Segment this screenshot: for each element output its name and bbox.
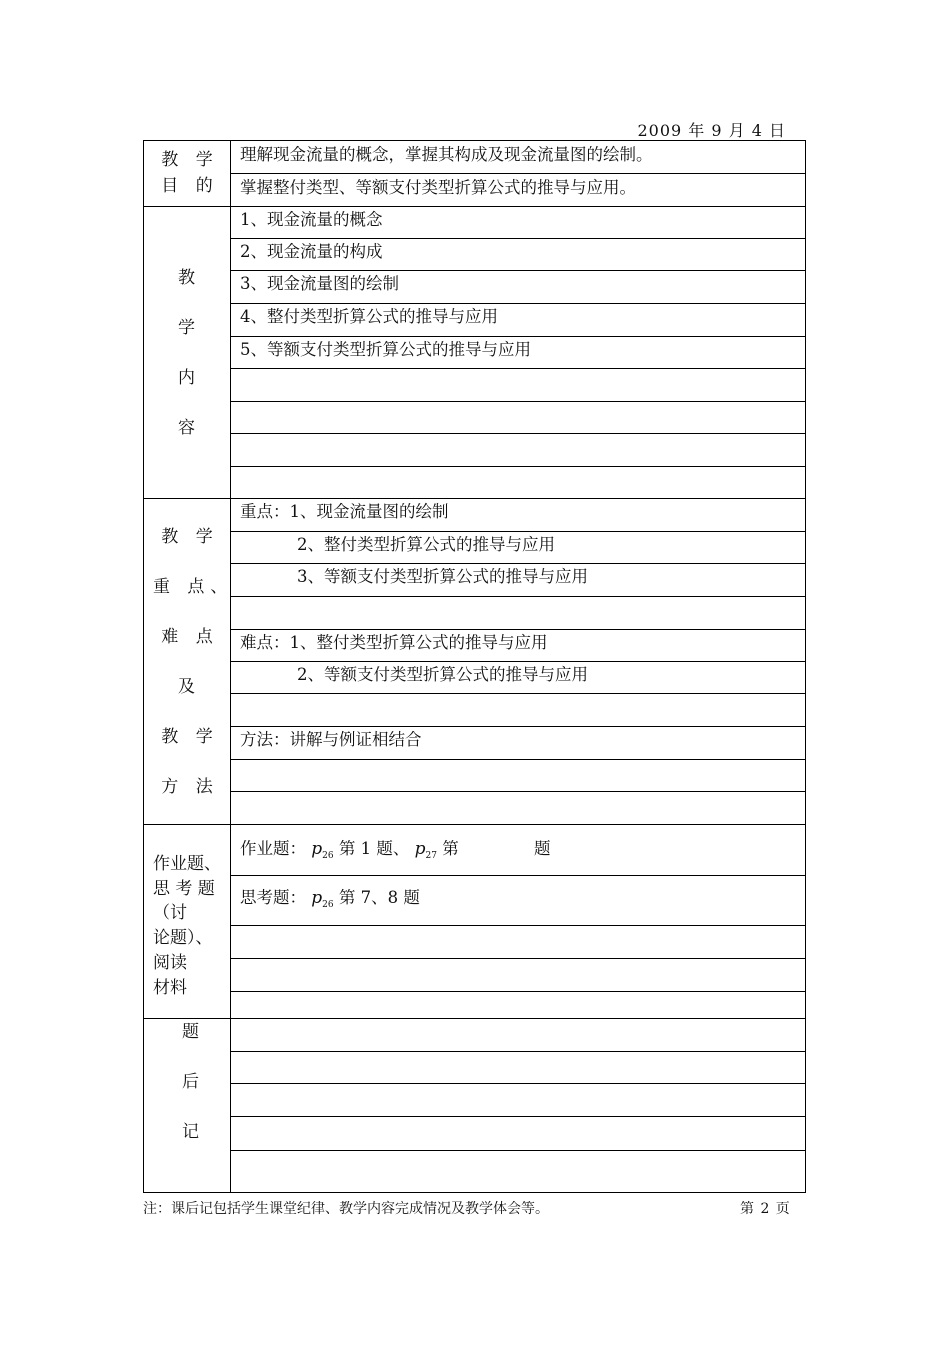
- row-line: [230, 925, 806, 926]
- page-ref: [311, 888, 333, 908]
- label-key-5: 教 学: [161, 727, 219, 747]
- row-line: [230, 759, 806, 760]
- page-var: p: [311, 839, 323, 859]
- row-line: [230, 958, 806, 959]
- label-content-3: 内: [178, 368, 195, 388]
- page-ref: [415, 839, 437, 859]
- objective-row: 掌握整付类型、等额支付类型折算公式的推导与应用。: [240, 178, 636, 197]
- row-line: [230, 1083, 806, 1084]
- content-row: 4、整付类型折算公式的推导与应用: [240, 307, 498, 326]
- section-divider: [143, 206, 806, 207]
- row-line: [230, 531, 806, 532]
- page-sub: 26: [322, 900, 334, 910]
- label-content-4: 容: [178, 418, 195, 438]
- section-divider: [143, 498, 806, 499]
- objective-row: 理解现金流量的概念，掌握其构成及现金流量图的绘制。: [240, 145, 653, 164]
- content-row: 3、现金流量图的绘制: [240, 274, 399, 293]
- page-var: p: [414, 839, 426, 859]
- label-key-2: 重 点、: [153, 577, 234, 597]
- label-postscript-2: 后: [182, 1072, 199, 1092]
- row-line: [230, 1116, 806, 1117]
- row-line: [230, 596, 806, 597]
- row-line: [230, 629, 806, 630]
- row-line: [230, 661, 806, 662]
- label-postscript-3: 记: [182, 1122, 199, 1142]
- content-row: 5、等额支付类型折算公式的推导与应用: [240, 340, 531, 359]
- page-var: p: [311, 888, 323, 908]
- label-content-2: 学: [178, 318, 195, 338]
- row-line: [230, 1051, 806, 1052]
- date-line: 2009 年 9 月 4 日: [637, 121, 786, 140]
- keypoint-row: 重点：1、现金流量图的绘制: [240, 502, 449, 521]
- label-key-1: 教 学: [161, 527, 219, 547]
- content-row: 2、现金流量的构成: [240, 242, 383, 261]
- row-line: [230, 401, 806, 402]
- content-row: 1、现金流量的概念: [240, 210, 383, 229]
- row-line: [230, 791, 806, 792]
- label-objectives-2: 目 的: [161, 176, 219, 196]
- row-line: [230, 563, 806, 564]
- footer-note: 注：课后记包括学生课堂纪律、教学内容完成情况及教学体会等。: [143, 1201, 549, 1217]
- difficulty-row: 难点：1、整付类型折算公式的推导与应用: [240, 633, 548, 652]
- difficulty-row: 2、等额支付类型折算公式的推导与应用: [297, 665, 588, 684]
- method-row: 方法：讲解与例证相结合: [240, 730, 422, 749]
- section-divider: [143, 824, 806, 825]
- row-line: [230, 368, 806, 369]
- row-line: [230, 991, 806, 992]
- row-line: [230, 336, 806, 337]
- row-line: [230, 270, 806, 271]
- row-line: [230, 466, 806, 467]
- keypoint-row: 2、整付类型折算公式的推导与应用: [297, 535, 555, 554]
- keypoint-row: 3、等额支付类型折算公式的推导与应用: [297, 567, 588, 586]
- label-homework-1: 作业题、: [153, 854, 221, 874]
- label-homework-3: （讨: [153, 903, 187, 923]
- label-key-6: 方 法: [161, 777, 219, 797]
- page-sub: 26: [322, 851, 334, 861]
- label-postscript-1: 题: [182, 1022, 199, 1042]
- row-line: [230, 875, 806, 876]
- thinking-row: [240, 888, 420, 915]
- homework-row: [240, 839, 459, 866]
- page-ref: [311, 839, 333, 859]
- row-line: [230, 238, 806, 239]
- label-homework-4: 论题）、: [153, 928, 213, 948]
- label-homework-2: 思 考 题: [153, 879, 215, 899]
- label-homework-6: 材料: [153, 978, 187, 998]
- row-line: [230, 1150, 806, 1151]
- label-content-1: 教: [178, 268, 195, 288]
- homework-mid: 第 1 题、: [338, 839, 410, 858]
- row-line: [230, 693, 806, 694]
- section-divider: [143, 1018, 806, 1019]
- page-sub: 27: [425, 851, 437, 861]
- row-line: [230, 173, 806, 174]
- label-key-3: 难 点: [161, 627, 219, 647]
- row-line: [230, 726, 806, 727]
- homework-end: 题: [534, 839, 551, 858]
- page-number: 第 2 页: [740, 1201, 791, 1217]
- row-line: [230, 433, 806, 434]
- thinking-prefix: 思考题：: [240, 888, 306, 907]
- homework-tail: 第: [442, 839, 459, 858]
- label-key-4: 及: [178, 677, 195, 697]
- thinking-tail: 第 7、8 题: [338, 888, 420, 907]
- label-homework-5: 阅读: [153, 953, 187, 973]
- row-line: [230, 303, 806, 304]
- label-objectives-1: 教 学: [161, 150, 219, 170]
- homework-prefix: 作业题：: [240, 839, 306, 858]
